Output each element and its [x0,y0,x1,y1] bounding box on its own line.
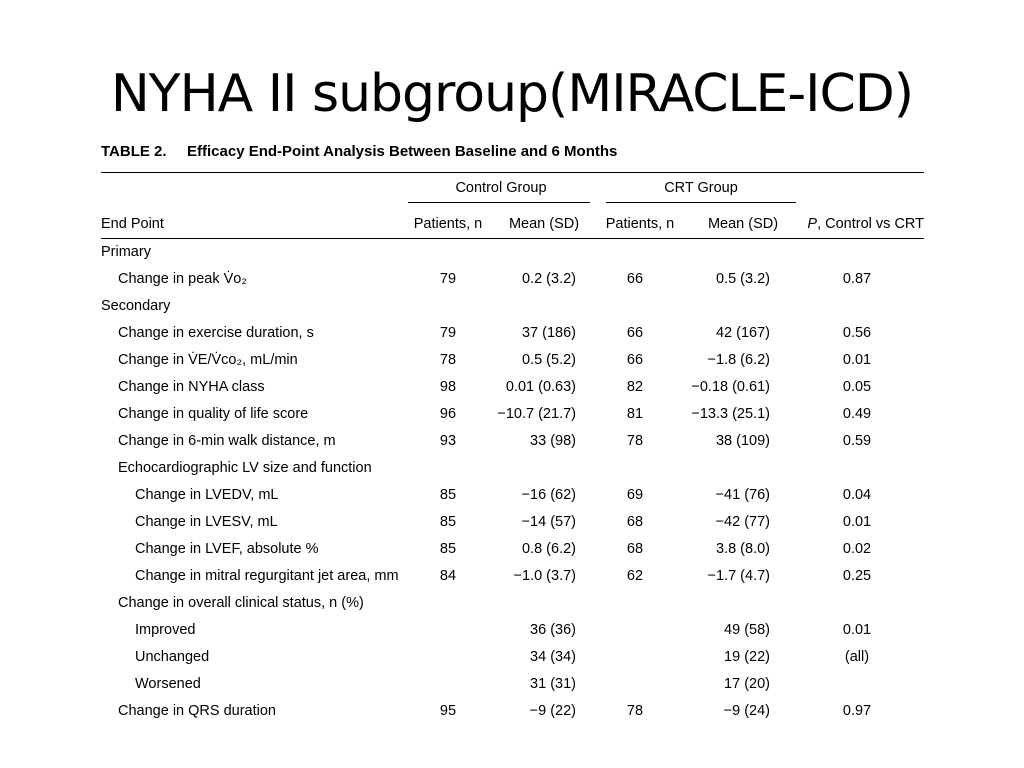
end-point-cell: Change in QRS duration [118,702,276,719]
control-patients-cell [408,238,488,265]
end-point-cell: Worsened [135,675,201,692]
table-row [101,589,924,616]
crt-mean-cell [684,373,790,400]
control-patients-cell: 78 [439,351,457,368]
p-value-cell [790,670,924,697]
control-mean-cell-value: −14 (57) [521,513,576,530]
crt-mean-cell [684,589,790,616]
crt-mean-cell [684,454,790,481]
p-value-cell: 0.25 [842,567,872,584]
table-row [101,319,924,346]
control-patients-cell: 85 [439,513,457,530]
end-point-cell: Improved [135,621,196,638]
end-point-cell: Primary [101,243,151,260]
crt-mean-cell-value: −42 (77) [715,513,770,530]
efficacy-table-body [101,238,924,724]
control-patients-cell [408,589,488,616]
control-mean-cell-value: 34 (34) [530,648,576,665]
crt-mean-cell [684,643,790,670]
crt-patients-cell: 66 [626,351,644,368]
crt-mean-cell-value: 3.8 (8.0) [716,540,770,557]
crt-patients-cell: 68 [626,540,644,557]
crt-mean-cell-value: 49 (58) [724,621,770,638]
control-mean-cell [488,535,586,562]
crt-mean-cell-value: 19 (22) [724,648,770,665]
control-mean-cell-value: 0.5 (5.2) [522,351,576,368]
control-patients-cell: 93 [439,432,457,449]
crt-mean-cell [684,238,790,265]
control-mean-cell [488,346,586,373]
control-mean-cell [488,319,586,346]
crt-mean-cell-value: −13.3 (25.1) [691,405,770,422]
crt-mean-cell [684,616,790,643]
group-header-control: Control Group [455,180,547,196]
end-point-cell: Change in V̇E/V̇co₂, mL/min [118,351,298,368]
table-row [101,238,924,265]
control-mean-cell-value: 37 (186) [521,324,576,341]
control-mean-cell [488,454,586,481]
control-mean-cell [488,400,586,427]
p-value-cell: (all) [844,648,870,665]
crt-patients-cell: 78 [626,432,644,449]
control-mean-cell-value: −1.0 (3.7) [513,567,576,584]
table-row [101,616,924,643]
control-patients-cell: 85 [439,540,457,557]
crt-mean-cell-value: 0.5 (3.2) [716,270,770,287]
column-header-end-point: End Point [101,216,164,232]
table-row [101,454,924,481]
column-header-patients-control: Patients, n [413,216,483,232]
control-patients-cell: 79 [439,270,457,287]
end-point-cell: Change in 6-min walk distance, m [118,432,336,449]
table-row [101,400,924,427]
table-row [101,562,924,589]
crt-patients-cell [586,670,684,697]
crt-patients-cell [586,589,684,616]
control-mean-cell [488,508,586,535]
control-patients-cell: 96 [439,405,457,422]
column-header-patients-crt: Patients, n [605,216,675,232]
p-value-cell: 0.05 [842,378,872,395]
column-header-mean-control: Mean (SD) [508,216,580,232]
slide-title: NYHA II subgroup(MIRACLE-ICD) [110,64,914,124]
crt-mean-cell-value: −1.7 (4.7) [707,567,770,584]
control-mean-cell [488,670,586,697]
p-value-cell: 0.59 [842,432,872,449]
crt-patients-cell: 78 [626,702,644,719]
p-value-cell: 0.01 [842,621,872,638]
control-mean-cell [488,589,586,616]
table-caption [101,143,617,160]
column-header-mean-crt: Mean (SD) [707,216,779,232]
control-patients-cell: 84 [439,567,457,584]
crt-patients-cell [586,238,684,265]
control-mean-cell [488,643,586,670]
table-row [101,292,924,319]
end-point-cell: Change in LVEF, absolute % [135,540,319,557]
crt-mean-cell-value: −0.18 (0.61) [691,378,770,395]
p-value-cell: 0.56 [842,324,872,341]
p-value-cell: 0.04 [842,486,872,503]
control-mean-cell-value: −16 (62) [521,486,576,503]
crt-patients-cell: 62 [626,567,644,584]
crt-patients-cell: 82 [626,378,644,395]
end-point-cell: Change in mitral regurgitant jet area, mm [135,567,399,584]
p-value-cell: 0.49 [842,405,872,422]
crt-mean-cell [684,400,790,427]
crt-mean-cell [684,265,790,292]
crt-mean-cell-value: −9 (24) [723,702,770,719]
crt-patients-cell: 68 [626,513,644,530]
table-row [101,697,924,724]
crt-patients-cell: 66 [626,270,644,287]
end-point-cell: Change in peak V̇o₂ [118,270,247,287]
crt-mean-cell-value: 17 (20) [724,675,770,692]
p-value-cell [790,589,924,616]
table-row [101,373,924,400]
crt-patients-cell [586,616,684,643]
table-row [101,508,924,535]
table-row [101,265,924,292]
end-point-cell: Change in LVESV, mL [135,513,278,530]
control-mean-cell-value: 33 (98) [530,432,576,449]
crt-mean-cell [684,319,790,346]
control-mean-cell [488,616,586,643]
p-value-cell [790,238,924,265]
end-point-cell: Echocardiographic LV size and function [118,459,372,476]
p-value-cell [790,292,924,319]
crt-mean-cell-value: 42 (167) [715,324,770,341]
control-mean-cell-value: −10.7 (21.7) [497,405,576,422]
group-rule-control [408,202,590,203]
crt-mean-cell [684,697,790,724]
control-patients-cell: 98 [439,378,457,395]
crt-mean-cell-value: −41 (76) [715,486,770,503]
control-patients-cell: 85 [439,486,457,503]
crt-mean-cell-value: 38 (109) [715,432,770,449]
end-point-cell: Change in NYHA class [118,378,265,395]
control-mean-cell-value: 0.01 (0.63) [505,378,576,395]
table-row [101,481,924,508]
crt-mean-cell [684,562,790,589]
control-mean-cell-value: 0.8 (6.2) [522,540,576,557]
crt-mean-cell [684,427,790,454]
group-header-crt: CRT Group [664,180,738,196]
table-row [101,427,924,454]
control-mean-cell [488,481,586,508]
crt-mean-cell [684,508,790,535]
p-value-cell: 0.97 [842,702,872,719]
table-row [101,535,924,562]
control-mean-cell [488,427,586,454]
p-italic: P [807,216,818,232]
control-mean-cell [488,562,586,589]
efficacy-table [101,238,924,724]
table-caption-title: Efficacy End-Point Analysis Between Baseline and 6 Months [187,143,618,160]
control-patients-cell: 79 [439,324,457,341]
p-value-cell: 0.01 [842,513,872,530]
end-point-cell: Unchanged [135,648,210,665]
end-point-cell: Change in quality of life score [118,405,309,422]
table-row [101,346,924,373]
crt-mean-cell [684,481,790,508]
control-patients-cell [408,643,488,670]
end-point-cell: Change in LVEDV, mL [135,486,279,503]
control-mean-cell [488,265,586,292]
control-patients-cell [408,670,488,697]
table-row [101,670,924,697]
end-point-cell: Secondary [101,297,171,314]
crt-mean-cell-value: −1.8 (6.2) [707,351,770,368]
p-value-cell: 0.02 [842,540,872,557]
end-point-cell: Change in overall clinical status, n (%) [118,594,364,611]
crt-mean-cell [684,346,790,373]
table-row [101,643,924,670]
table-top-rule [101,172,924,173]
crt-patients-cell [586,643,684,670]
p-value-cell [790,454,924,481]
control-mean-cell-value: −9 (22) [529,702,576,719]
crt-patients-cell [586,292,684,319]
crt-mean-cell [684,670,790,697]
crt-patients-cell: 69 [626,486,644,503]
crt-mean-cell [684,292,790,319]
control-patients-cell [408,454,488,481]
crt-mean-cell [684,535,790,562]
control-mean-cell [488,292,586,319]
p-rest: , Control vs CRT [817,216,924,232]
control-mean-cell-value: 0.2 (3.2) [522,270,576,287]
crt-patients-cell [586,454,684,481]
crt-patients-cell: 66 [626,324,644,341]
control-mean-cell [488,697,586,724]
column-header-p-value [806,216,924,232]
p-value-cell: 0.87 [842,270,872,287]
control-mean-cell [488,238,586,265]
control-mean-cell-value: 36 (36) [530,621,576,638]
control-mean-cell-value: 31 (31) [530,675,576,692]
control-patients-cell [408,292,488,319]
p-value-cell: 0.01 [842,351,872,368]
control-patients-cell: 95 [439,702,457,719]
crt-patients-cell: 81 [626,405,644,422]
control-mean-cell [488,373,586,400]
group-rule-crt [606,202,796,203]
control-patients-cell [408,616,488,643]
table-caption-label: TABLE 2. [101,143,167,160]
end-point-cell: Change in exercise duration, s [118,324,314,341]
